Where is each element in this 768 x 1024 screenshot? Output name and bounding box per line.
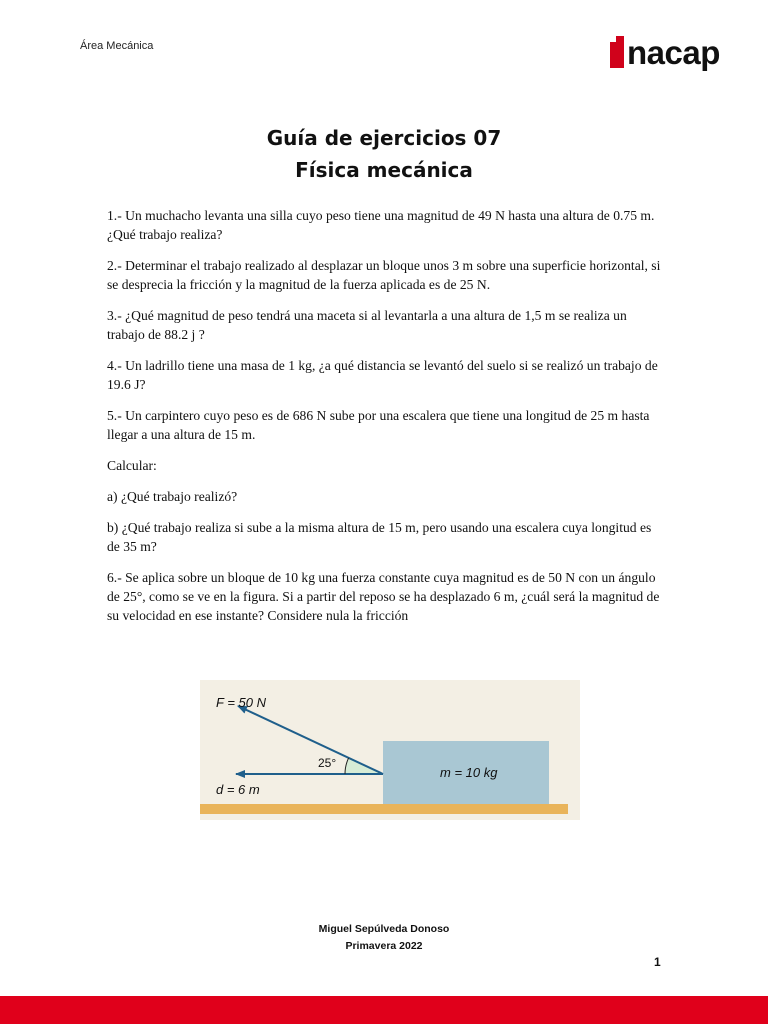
area-label: Área Mecánica bbox=[80, 40, 154, 52]
logo-mark-icon bbox=[610, 36, 624, 68]
exercise-2: 2.- Determinar el trabajo realizado al desplazar un bloque unos 3 m sobre una superficie horizontal, si se desprecia la fricción y la magnitud de la fuerza aplicada es de 25 N. bbox=[107, 258, 661, 292]
exercise-5b: b) ¿Qué trabajo realiza si sube a la misma altura de 15 m, pero usando una escalera cuya longitud es de 35 m? bbox=[107, 520, 652, 554]
exercise-3: 3.- ¿Qué magnitud de peso tendrá una maceta si al levantarla a una altura de 1,5 m se realiza un trabajo de 88.2 j ? bbox=[107, 308, 627, 342]
force-diagram bbox=[200, 680, 580, 820]
ground bbox=[200, 804, 568, 814]
author-name: Miguel Sepúlveda Donoso bbox=[318, 923, 450, 935]
footer-brand-bar bbox=[0, 996, 768, 1024]
exercise-1: 1.- Un muchacho levanta una silla cuyo peso tiene una magnitud de 49 N hasta una altura de 0.75 m. ¿Qué trabajo realiza? bbox=[107, 208, 655, 242]
document-subtitle: Física mecánica bbox=[295, 158, 473, 182]
distance-label: d = 6 m bbox=[216, 782, 260, 797]
force-label: F = 50 N bbox=[216, 695, 266, 710]
exercise-list bbox=[107, 206, 663, 637]
mass-label: m = 10 kg bbox=[440, 765, 498, 780]
exercise-4: 4.- Un ladrillo tiene una masa de 1 kg, ¿a qué distancia se levantó del suelo si se realizó un trabajo de 19.6 J? bbox=[107, 358, 658, 392]
exercise-5: 5.- Un carpintero cuyo peso es de 686 N sube por una escalera que tiene una longitud de 25 m hasta llegar a una altura de 15 m. bbox=[107, 408, 650, 442]
document-title: Guía de ejercicios 07 bbox=[266, 126, 502, 150]
exercise-5a: a) ¿Qué trabajo realizó? bbox=[107, 489, 238, 504]
term-label: Primavera 2022 bbox=[345, 940, 423, 952]
page-number: 1 bbox=[654, 955, 661, 969]
exercise-6: 6.- Se aplica sobre un bloque de 10 kg una fuerza constante cuya magnitud es de 50 N con un ángulo de 25°, como se ve en la figura. Si a partir del reposo se ha desplazado 6 m, ¿cuál será la magnitud de su velocidad en ese instante? Considere nula la fricción bbox=[107, 570, 660, 623]
exercise-5-prompt: Calcular: bbox=[107, 458, 157, 473]
logo-text: nacap bbox=[627, 33, 720, 71]
inacap-logo bbox=[610, 34, 720, 70]
angle-label: 25° bbox=[318, 756, 337, 770]
